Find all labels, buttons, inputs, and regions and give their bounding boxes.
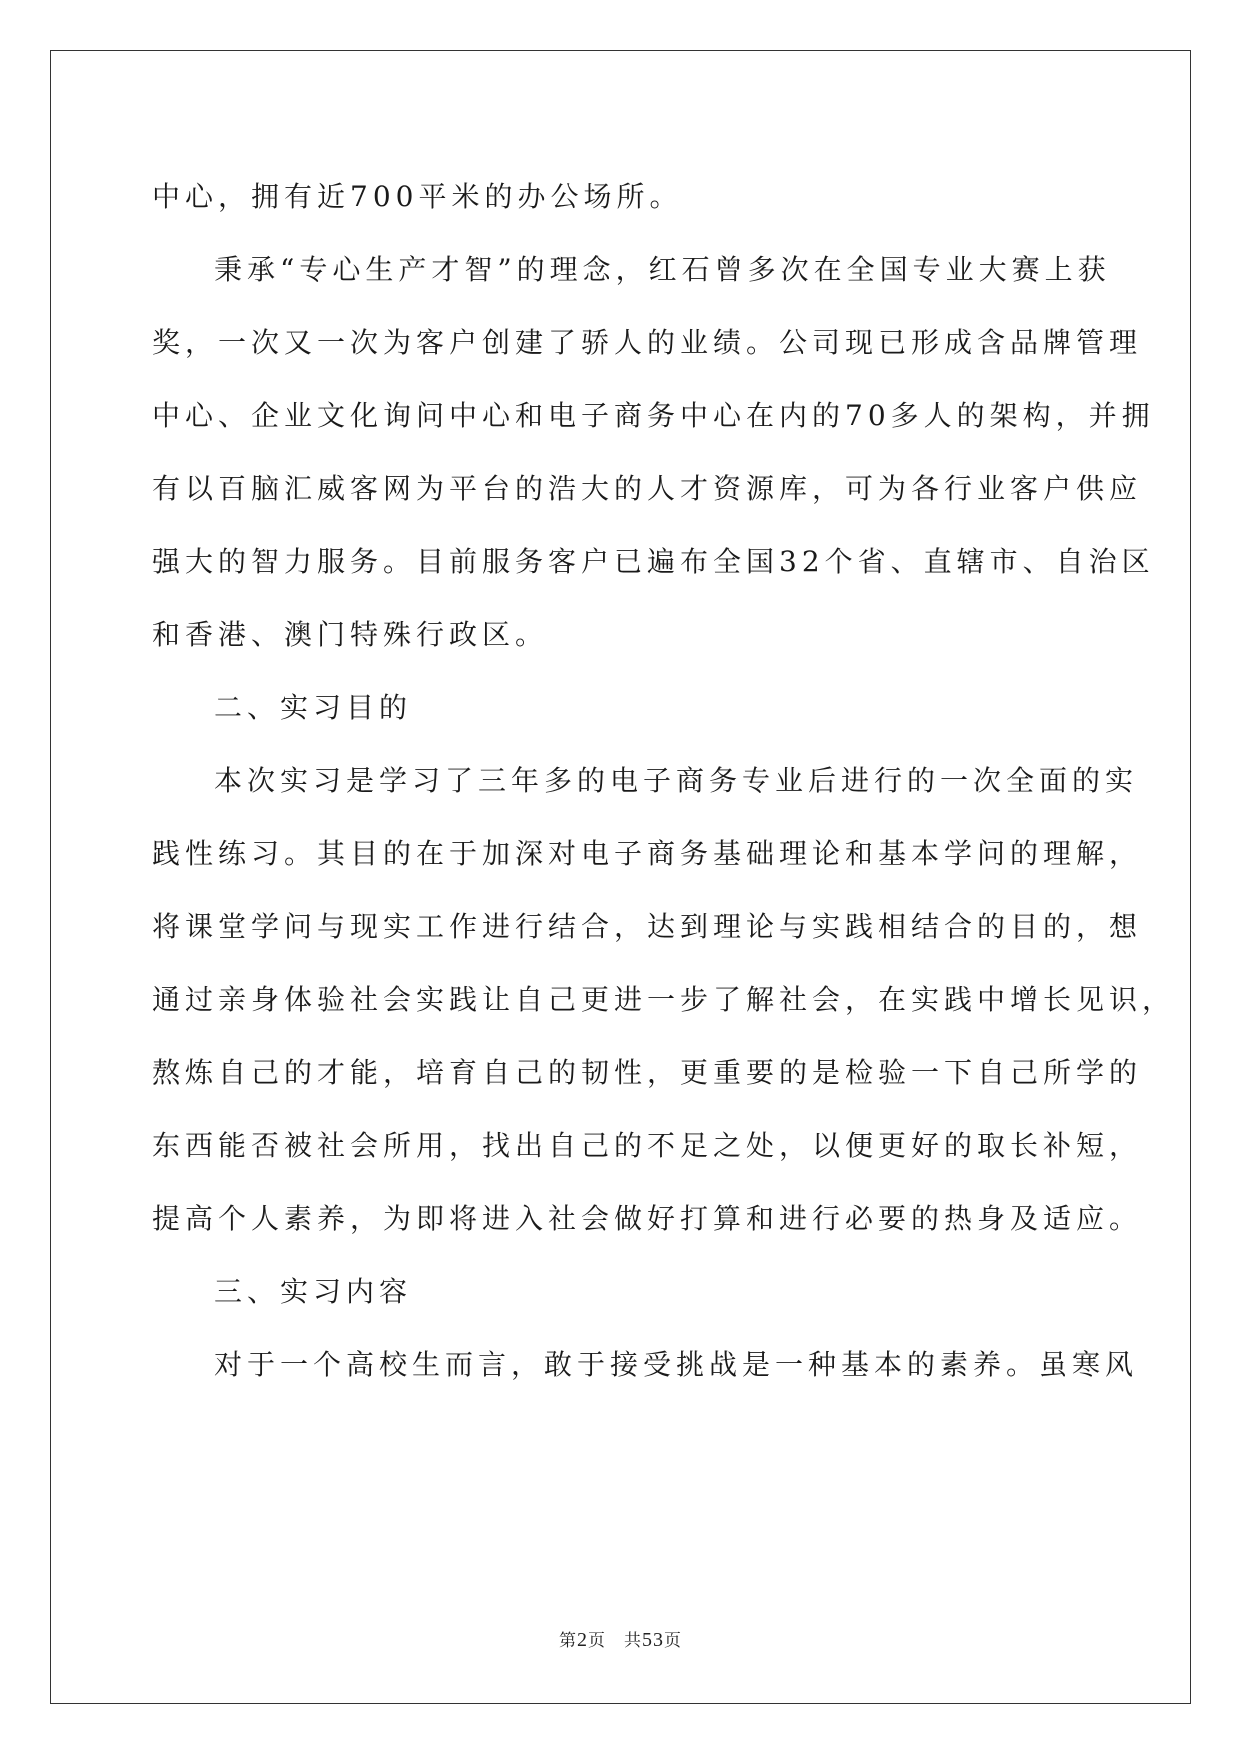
text-line: 熬炼自己的才能，培育自己的韧性，更重要的是检验一下自己所学的 (152, 1056, 1143, 1089)
section-heading: 二、实习目的 (214, 691, 413, 724)
total-pages: 53 (642, 1629, 664, 1651)
text-line: 有以百脑汇威客网为平台的浩大的人才资源库，可为各行业客户供应 (152, 472, 1143, 505)
page-suffix: 页 (588, 1631, 606, 1651)
text-line: 提高个人素养，为即将进入社会做好打算和进行必要的热身及适应。 (152, 1202, 1143, 1235)
text-line: 东西能否被社会所用，找出自己的不足之处，以便更好的取长补短， (152, 1129, 1143, 1162)
text-line: 中心、企业文化询问中心和电子商务中心在内的70多人的架构，并拥 (152, 399, 1155, 432)
text-line: 将课堂学问与现实工作进行结合，达到理论与实践相结合的目的，想 (152, 910, 1143, 943)
text-line: 强大的智力服务。目前服务客户已遍布全国32个省、直辖市、自治区 (152, 545, 1155, 578)
document-body (152, 160, 1176, 1401)
page-number: 2 (577, 1629, 588, 1651)
text-line: 奖，一次又一次为客户创建了骄人的业绩。公司现已形成含品牌管理 (152, 326, 1143, 359)
page-footer (0, 1626, 1241, 1652)
total-suffix: 页 (664, 1631, 682, 1651)
paragraph-start-line: 本次实习是学习了三年多的电子商务专业后进行的一次全面的实 (214, 764, 1139, 797)
text-line: 和香港、澳门特殊行政区。 (152, 618, 549, 651)
text-line: 践性练习。其目的在于加深对电子商务基础理论和基本学问的理解， (152, 837, 1143, 870)
total-prefix: 共 (624, 1631, 642, 1651)
section-heading: 三、实习内容 (214, 1275, 413, 1308)
page-prefix: 第 (559, 1631, 577, 1651)
paragraph-start-line: 秉承“专心生产才智”的理念，红石曾多次在全国专业大赛上获 (214, 253, 1111, 286)
text-line: 中心，拥有近700平米的办公场所。 (152, 180, 683, 213)
paragraph-start-line: 对于一个高校生而言，敢于接受挑战是一种基本的素养。虽寒风 (214, 1348, 1139, 1381)
text-line: 通过亲身体验社会实践让自己更进一步了解社会，在实践中增长见识， (152, 983, 1176, 1016)
